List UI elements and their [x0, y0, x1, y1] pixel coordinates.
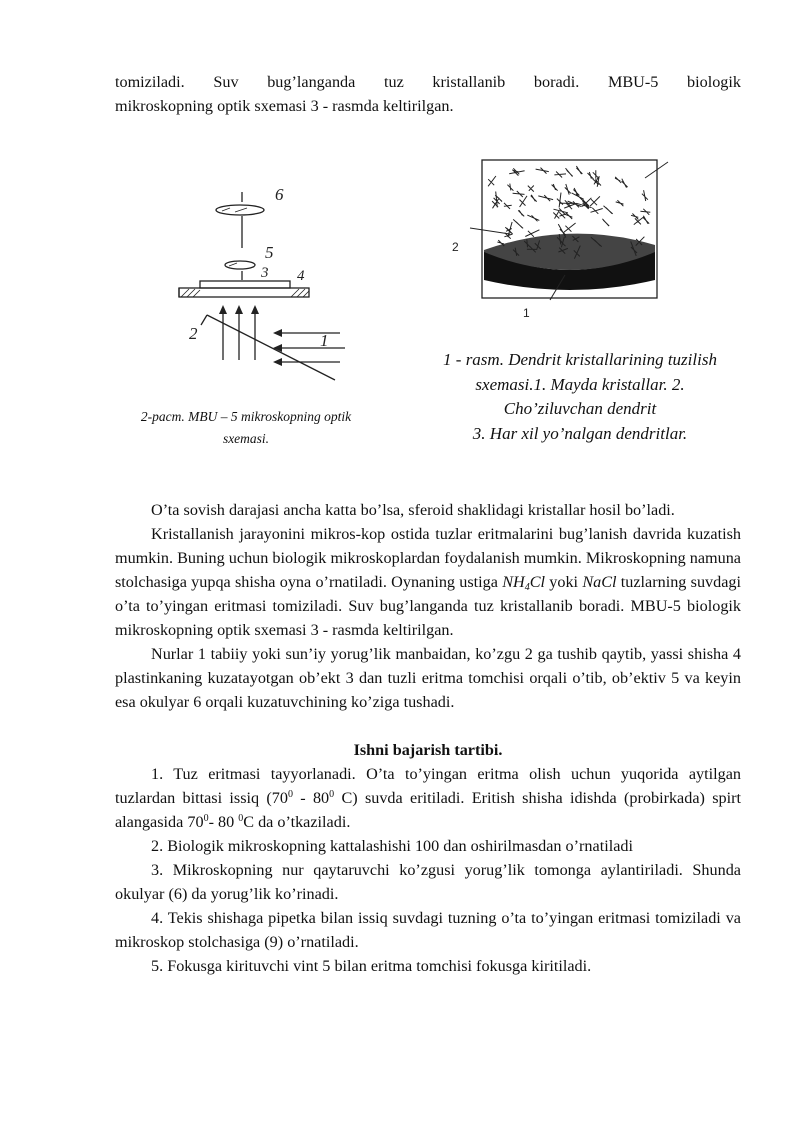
dendrite-caption [410, 348, 750, 446]
section-heading: Ishni bajarish tartibi. [353, 741, 503, 759]
dendrite-label-1: 1 [523, 306, 530, 320]
top-paragraph [115, 70, 741, 118]
step-4: 4. Tekis shishaga pipetka bilan issiq suvdagi tuzning o’ta to’yingan eritmasi tomiziladi va mikroskop stolchasiga (9) o’rnatiladi. [115, 909, 741, 951]
microscope-caption-line-2: sxemasi. [222, 431, 270, 446]
dendrite-caption-line-4: 3. Har xil yo’nalgan dendritlar. [472, 423, 688, 443]
p2-start: Kristallanish jarayonini mikros-kop ostida tuzlar eritmalarini bug’lanish davrida kuzatish mumkin. Buning uchun biologik mikroskoplardan foydalanish mumkin. Mikroskopning namuna stolchasiga yupqa shisha oyna o’rnatiladi. Oynaning ustiga [115, 525, 741, 591]
figure-dendrite [410, 150, 750, 470]
paragraph-1: O’ta sovish darajasi ancha katta bo’lsa, sferoid shaklidagi kristallar hosil bo’ladi. [151, 501, 675, 519]
main-text [115, 498, 741, 978]
label-3: 3 [261, 265, 269, 281]
step-5: 5. Fokusga kirituvchi vint 5 bilan eritma tomchisi fokusga kiritiladi. [151, 957, 592, 975]
dendrite-caption-line-1: 1 - rasm. Dendrit kristallarining tuzilish [443, 350, 717, 369]
label-5: 5 [265, 243, 274, 262]
microscope-caption [115, 406, 377, 450]
dendrite-caption-line-2: sxemasi.1. Mayda kristallar. 2. [475, 374, 685, 394]
dendrite-label-2: 2 [452, 240, 459, 254]
label-1: 1 [320, 331, 329, 350]
paragraph-3: Nurlar 1 tabiiy yoki sun’iy yorug’lik manbaidan, ko’zgu 2 ga tushib qaytib, yassi shisha 4 plastinkaning kuzatayotgan ob’ekt 3 dan tuzli eritma tomchisi orqali o’tib, ob’ektiv 5 va keyin esa okulyar 6 orqali kuzatuvchining ko’ziga tushadi. [115, 645, 741, 711]
p2-mid: yoki [545, 573, 583, 591]
label-6: 6 [275, 185, 284, 204]
figure-microscope [115, 150, 415, 470]
label-2: 2 [189, 324, 198, 343]
top-line-2: mikroskopning optik sxemasi 3 - rasmda keltirilgan. [115, 97, 454, 115]
label-4: 4 [297, 268, 305, 284]
p2-end: tuzlarning suvdagi o’ta to’yingan eritmasi tomiziladi. Suv bug’langanda tuz kristallanib boradi. MBU-5 biologik mikroskopning optik sxemasi 3 - rasmda keltirilgan. [115, 573, 742, 639]
step-2: 2. Biologik mikroskopning kattalashishi 100 dan oshirilmasdan o’rnatiladi [151, 837, 633, 855]
dendrite-scheme-drawing [410, 150, 750, 330]
step-1: 1. Tuz eritmasi tayyorlanadi. O’ta to’yingan eritma olish uchun yuqorida aytilgan tuzlardan bittasi issiq ($70^0 - 80^0$ C) suvda eritiladi. Eritish shisha idishda (probirkada) spirt alangasida $70^0-$ 80 $^0$C da o’tkaziladi. [115, 765, 741, 831]
paragraph-2 [115, 522, 741, 642]
top-line-1: tomiziladi. Suv bug’langanda tuz kristallanib boradi. MBU-5 biologik [115, 73, 741, 91]
formula-nh4cl: $NH_4Cl$ [502, 573, 546, 593]
microscope-caption-line-1: 2-рacm. MBU – 5 mikroskopning optik [140, 409, 352, 424]
microscope-scheme-drawing [115, 150, 415, 390]
dendrite-caption-line-3: Cho’ziluvchan dendrit [503, 399, 657, 418]
formula-nacl: NaCl [582, 573, 617, 591]
step-3: 3. Mikroskopning nur qaytaruvchi ko’zgusi yorug’lik tomonga aylantiriladi. Shunda okulyar (6) da yorug’lik ko’rinadi. [115, 861, 741, 903]
